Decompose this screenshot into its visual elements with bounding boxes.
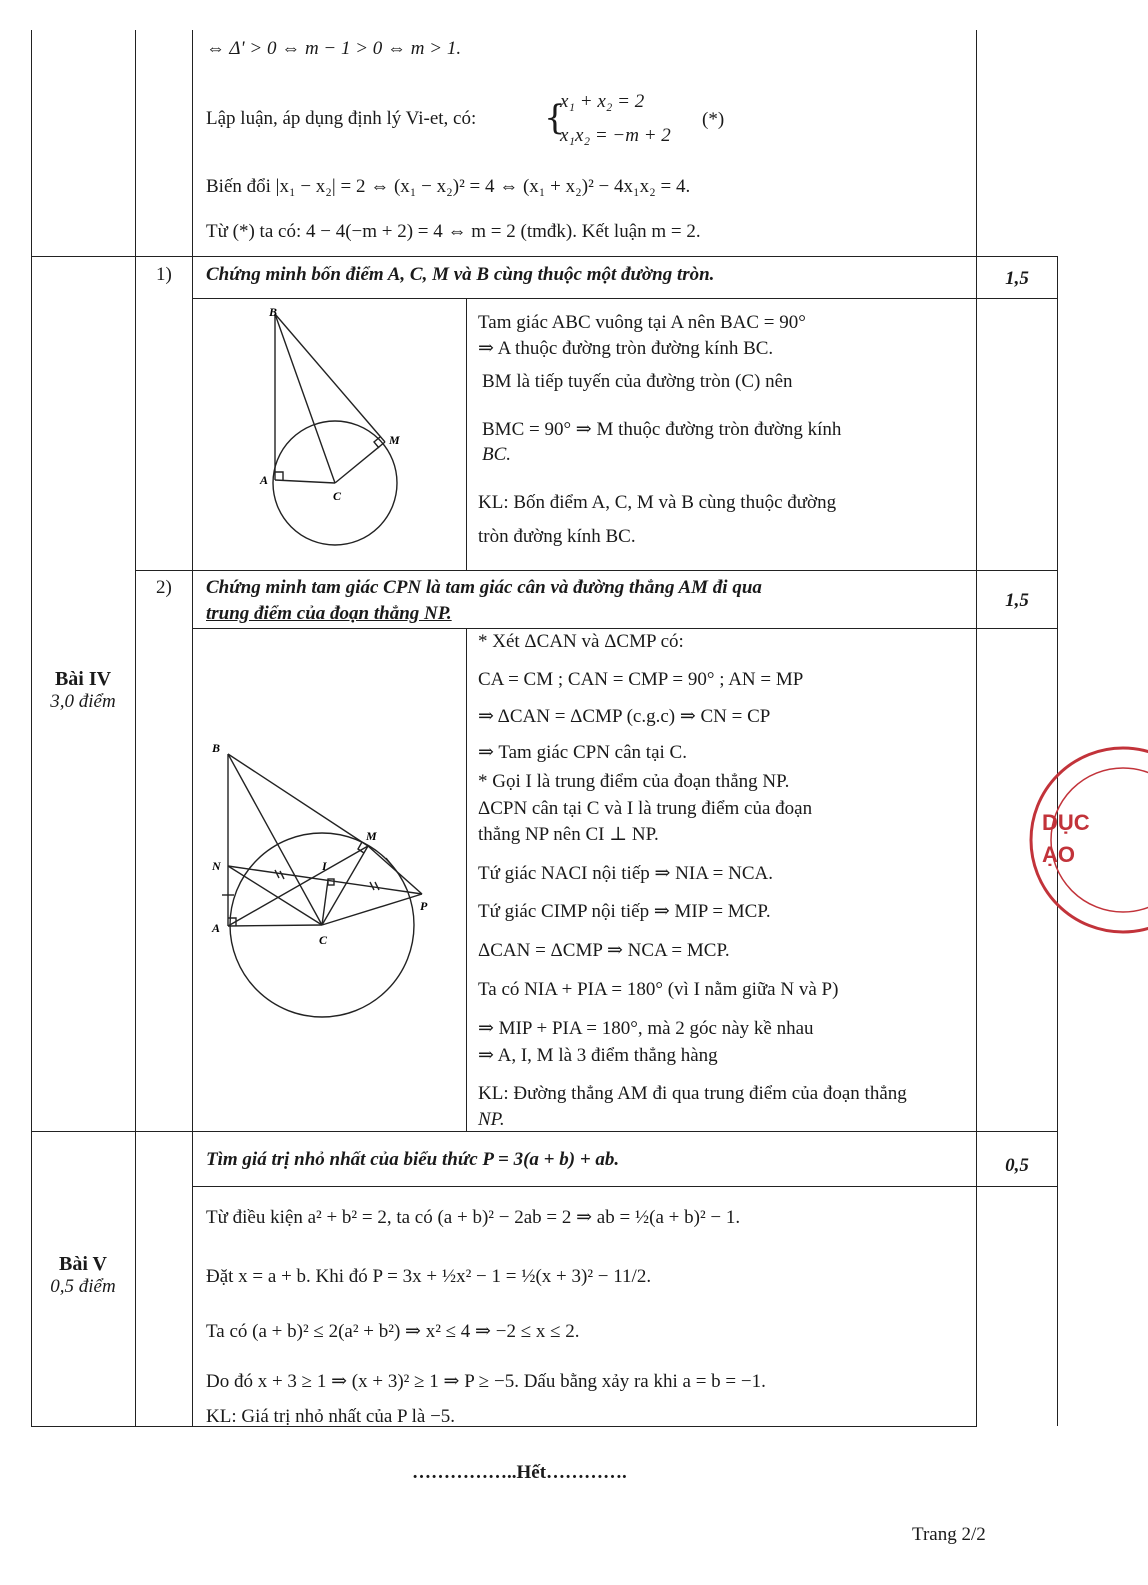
grid-line <box>31 1426 977 1427</box>
q2-line-11: Ta có NIA + PIA = 180° (vì I nằm giữa N và P) <box>478 979 839 1000</box>
bai5-points: 0,5 <box>1005 1155 1029 1176</box>
top-line-2: Lập luận, áp dụng định lý Vi-et, có: <box>206 108 477 129</box>
q2-line-6: ΔCPN cân tại C và I là trung điểm của đoạn <box>478 798 813 819</box>
grid-line <box>192 628 1057 629</box>
q2-number: 2) <box>156 577 172 598</box>
fig1-label-a: A <box>260 473 269 487</box>
q1-number: 1) <box>156 264 172 285</box>
grid-line <box>135 30 136 1426</box>
fig1-label-b: B <box>269 305 278 319</box>
system-brace: { <box>544 98 566 138</box>
q1-line-1: Tam giác ABC vuông tại A nên BAC = 90° <box>478 312 806 333</box>
page-number: Trang 2/2 <box>912 1524 986 1545</box>
bai5-line-5: KL: Giá trị nhỏ nhất của P là −5. <box>206 1406 456 1427</box>
stamp-text-1: DỤC <box>1042 810 1090 835</box>
stamp-text-2: ẠO <box>1042 842 1075 867</box>
q2-line-3: ⇒ ΔCAN = ΔCMP (c.g.c) ⇒ CN = CP <box>478 706 771 727</box>
vieta-star: (*) <box>702 109 725 130</box>
fig2-label-b: B <box>212 741 221 755</box>
q2-line-1: * Xét ΔCAN và ΔCMP có: <box>478 631 684 652</box>
top-line-4: Từ (*) ta có: 4 − 4(−m + 2) = 4 ⇔ m = 2 (tmđk). Kết luận m = 2. <box>206 221 701 242</box>
q1-line-2: ⇒ A thuộc đường tròn đường kính BC. <box>478 338 774 359</box>
bai5-score: 0,5 điểm <box>50 1276 116 1297</box>
q2-line-9: Tứ giác CIMP nội tiếp ⇒ MIP = MCP. <box>478 901 771 922</box>
vieta-product: x₁x₂ = −m + 2 <box>560 125 671 146</box>
q1-line-4: BMC = 90° ⇒ M thuộc đường tròn đường kính <box>482 419 842 440</box>
fig1-label-c: C <box>333 489 342 503</box>
bai4-title: Bài IV <box>54 668 112 690</box>
q2-line-2: CA = CM ; CAN = CMP = 90° ; AN = MP <box>478 669 804 690</box>
grid-line <box>466 298 467 570</box>
fig2-label-i: I <box>322 859 327 873</box>
q1-line-6: KL: Bốn điểm A, C, M và B cùng thuộc đường <box>478 492 837 513</box>
grid-line <box>31 1131 1057 1132</box>
q1-figure <box>240 300 440 570</box>
bai5-line-2: Đặt x = a + b. Khi đó P = 3x + ½x² − 1 = ½(x + 3)² − 11/2. <box>206 1266 652 1287</box>
q2-heading-1: Chứng minh tam giác CPN là tam giác cân và đường thẳng AM đi qua <box>206 577 762 598</box>
fig2-label-c: C <box>319 933 328 947</box>
bai5-line-1: Từ điều kiện a² + b² = 2, ta có (a + b)² − 2ab = 2 ⇒ ab = ½(a + b)² − 1. <box>206 1207 741 1228</box>
bai5-label <box>18 1253 148 1298</box>
fig2-label-m: M <box>366 829 377 843</box>
fig2-label-p: P <box>420 899 428 913</box>
q1-points: 1,5 <box>1005 268 1029 289</box>
q1-line-7: tròn đường kính BC. <box>478 526 636 547</box>
official-stamp <box>1028 740 1148 940</box>
fig2-label-n: N <box>212 859 221 873</box>
q2-line-13: ⇒ A, I, M là 3 điểm thẳng hàng <box>478 1045 718 1066</box>
grid-line <box>976 30 977 1426</box>
grid-line <box>466 628 467 1131</box>
top-line-1: ⇔ Δ' > 0 ⇔ m − 1 > 0 ⇔ m > 1. <box>206 38 462 59</box>
q2-points: 1,5 <box>1005 590 1029 611</box>
bai5-line-4: Do đó x + 3 ≥ 1 ⇒ (x + 3)² ≥ 1 ⇒ P ≥ −5. Dấu bằng xảy ra khi a = b = −1. <box>206 1371 766 1392</box>
grid-line <box>192 1186 1057 1187</box>
bai4-score: 3,0 điểm <box>50 691 116 712</box>
q2-line-8: Tứ giác NACI nội tiếp ⇒ NIA = NCA. <box>478 863 773 884</box>
q2-line-14: KL: Đường thẳng AM đi qua trung điểm của đoạn thẳng <box>478 1083 907 1104</box>
q1-line-3: BM là tiếp tuyến của đường tròn (C) nên <box>482 371 793 392</box>
grid-line <box>192 298 1057 299</box>
q2-line-12: ⇒ MIP + PIA = 180°, mà 2 góc này kề nhau <box>478 1018 814 1039</box>
grid-line <box>31 256 1057 257</box>
q1-heading: Chứng minh bốn điểm A, C, M và B cùng thuộc một đường tròn. <box>206 264 715 285</box>
q2-heading-2: trung điểm của đoạn thẳng NP. <box>206 603 452 624</box>
q2-figure <box>200 730 460 1020</box>
bai4-label <box>18 668 148 713</box>
bai5-title: Bài V <box>59 1253 107 1275</box>
stamp-ring <box>1028 740 1148 940</box>
q2-line-15: NP. <box>478 1109 505 1130</box>
grid-line <box>31 30 32 1426</box>
q2-line-5: * Gọi I là trung điểm của đoạn thẳng NP. <box>478 771 790 792</box>
bai5-line-3: Ta có (a + b)² ≤ 2(a² + b²) ⇒ x² ≤ 4 ⇒ −2 ≤ x ≤ 2. <box>206 1321 580 1342</box>
fig2-label-a: A <box>212 921 221 935</box>
end-marker: ……………..Hết…………. <box>412 1462 627 1483</box>
q2-line-10: ΔCAN = ΔCMP ⇒ NCA = MCP. <box>478 940 730 961</box>
q2-line-4: ⇒ Tam giác CPN cân tại C. <box>478 742 687 763</box>
grid-line <box>192 30 193 1426</box>
vieta-sum: x₁ + x₂ = 2 <box>560 91 645 112</box>
fig1-label-m: M <box>389 433 400 447</box>
top-line-3: Biến đổi |x₁ − x₂| = 2 ⇔ (x₁ − x₂)² = 4 ⇔ (x₁ + x₂)² − 4x₁x₂ = 4. <box>206 176 691 197</box>
q2-line-7: thẳng NP nên CI ⊥ NP. <box>478 824 659 845</box>
q1-line-5: BC. <box>482 444 512 465</box>
bai5-heading: Tìm giá trị nhỏ nhất của biểu thức P = 3(a + b) + ab. <box>206 1149 620 1170</box>
grid-line <box>135 570 1057 571</box>
